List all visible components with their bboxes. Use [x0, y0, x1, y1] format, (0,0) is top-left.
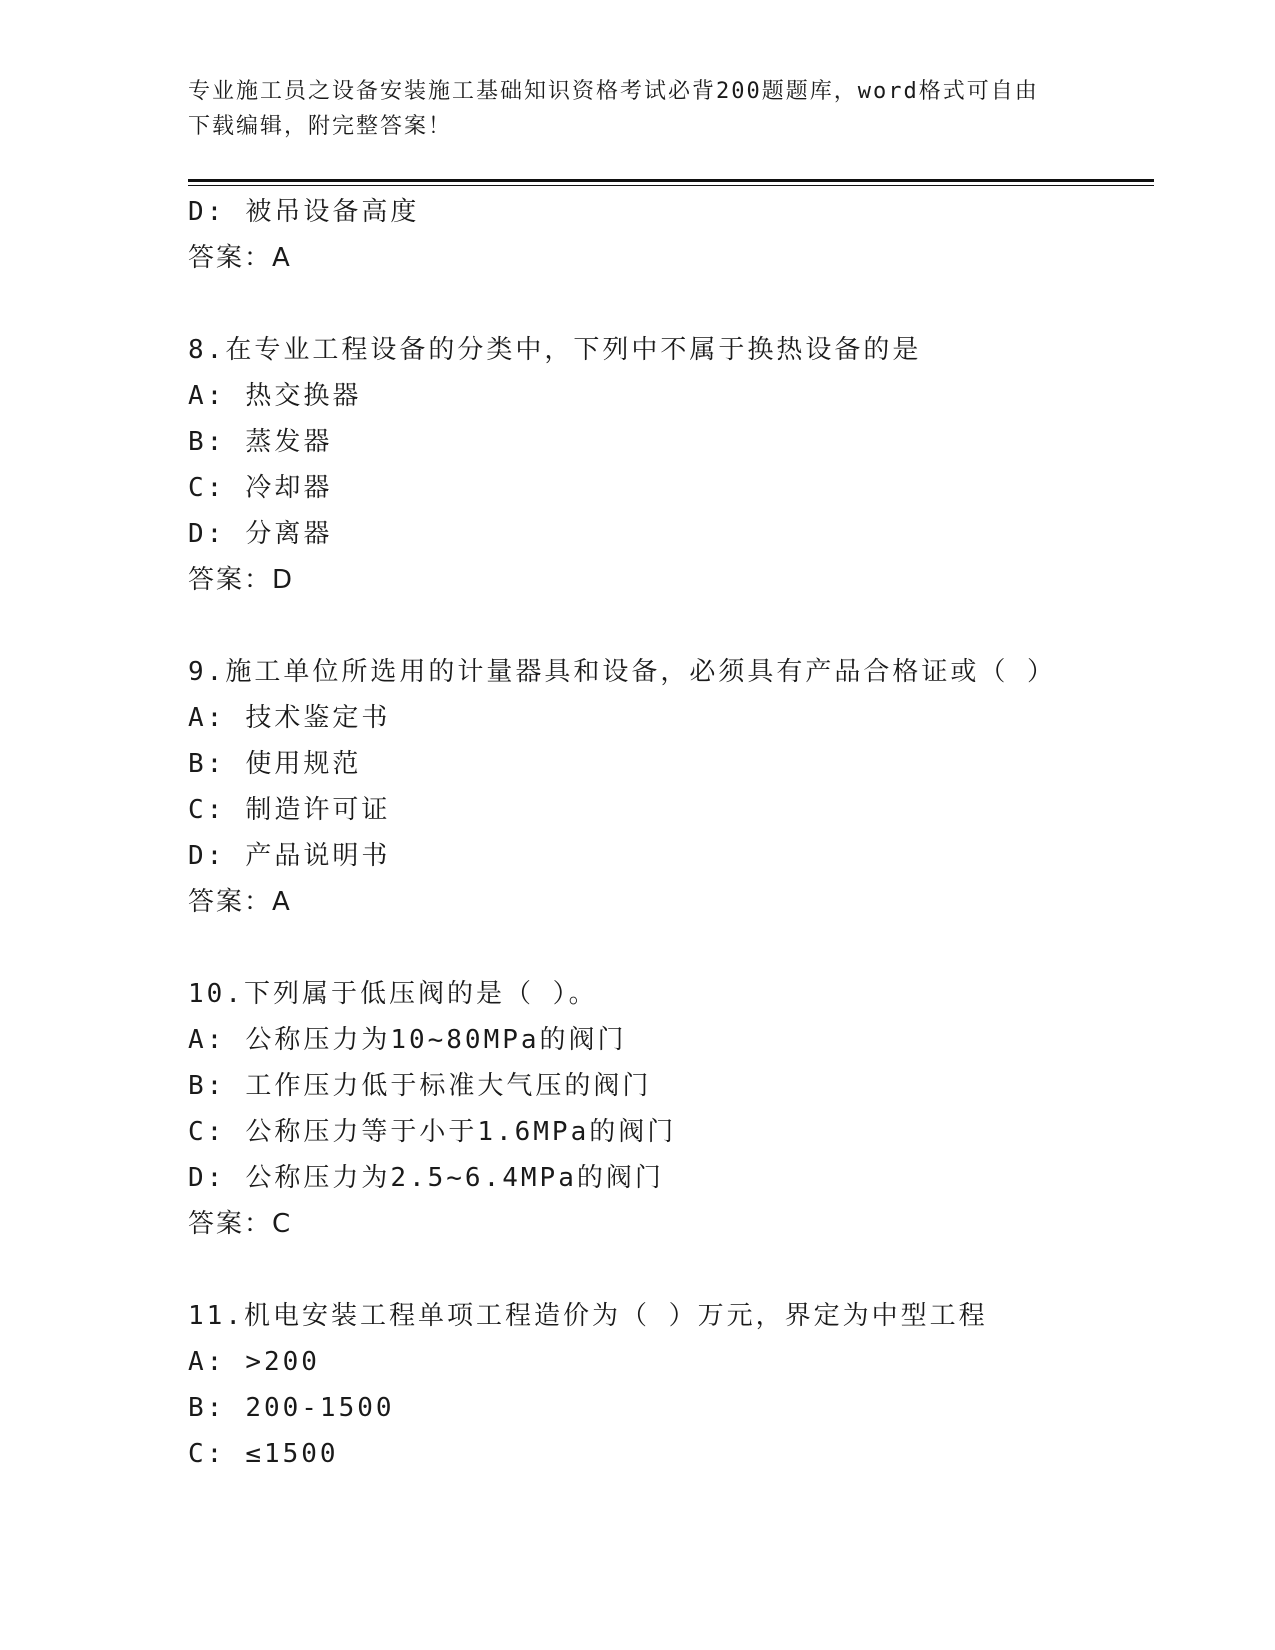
header-divider-thick	[188, 179, 1154, 182]
document-header	[188, 74, 1088, 144]
option-d: D : 被吊设备高度	[188, 189, 1148, 235]
question-10-answer: 答案：C	[188, 1209, 293, 1239]
question-10-option-c: C : 公称压力等于小于1.6MPa的阀门	[188, 1109, 1148, 1155]
question-10-title: 10 . 下列属于低压阀的是（ ）。	[188, 971, 1148, 1017]
spacer	[188, 603, 1148, 649]
question-8-option-b: B : 蒸发器	[188, 419, 1148, 465]
question-10-option-a: A : 公称压力为10~80MPa的阀门	[188, 1017, 1148, 1063]
question-11-title: 11 . 机电安装工程单项工程造价为（ ）万元，界定为中型工程	[188, 1293, 1148, 1339]
question-8-option-c: C : 冷却器	[188, 465, 1148, 511]
answer-line: 答案：A	[188, 243, 292, 273]
question-8-option-a: A : 热交换器	[188, 373, 1148, 419]
question-9-option-b: B : 使用规范	[188, 741, 1148, 787]
question-10-option-b: B : 工作压力低于标准大气压的阀门	[188, 1063, 1148, 1109]
question-11-option-c: C : ≤1500	[188, 1431, 1148, 1477]
question-9-title: 9 . 施工单位所选用的计量器具和设备，必须具有产品合格证或（ ）	[188, 649, 1148, 695]
question-8-answer: 答案：D	[188, 565, 295, 595]
header-divider-thin	[188, 185, 1154, 186]
spacer	[188, 281, 1148, 327]
header-line-2: 下载编辑，附完整答案！	[188, 114, 453, 139]
question-9-option-a: A : 技术鉴定书	[188, 695, 1148, 741]
question-11-option-b: B : 200-1500	[188, 1385, 1148, 1431]
question-9-option-d: D : 产品说明书	[188, 833, 1148, 879]
question-8-option-d: D : 分离器	[188, 511, 1148, 557]
question-8-title: 8 . 在专业工程设备的分类中，下列中不属于换热设备的是	[188, 327, 1148, 373]
question-9-answer: 答案：A	[188, 887, 292, 917]
question-9-option-c: C : 制造许可证	[188, 787, 1148, 833]
spacer	[188, 925, 1148, 971]
spacer	[188, 1247, 1148, 1293]
question-10-option-d: D : 公称压力为2.5~6.4MPa的阀门	[188, 1155, 1148, 1201]
header-line-1: 专业施工员之设备安装施工基础知识资格考试必背200题题库，word格式可自由	[188, 79, 1039, 104]
question-11-option-a: A : >200	[188, 1339, 1148, 1385]
question-list	[188, 189, 1148, 1477]
